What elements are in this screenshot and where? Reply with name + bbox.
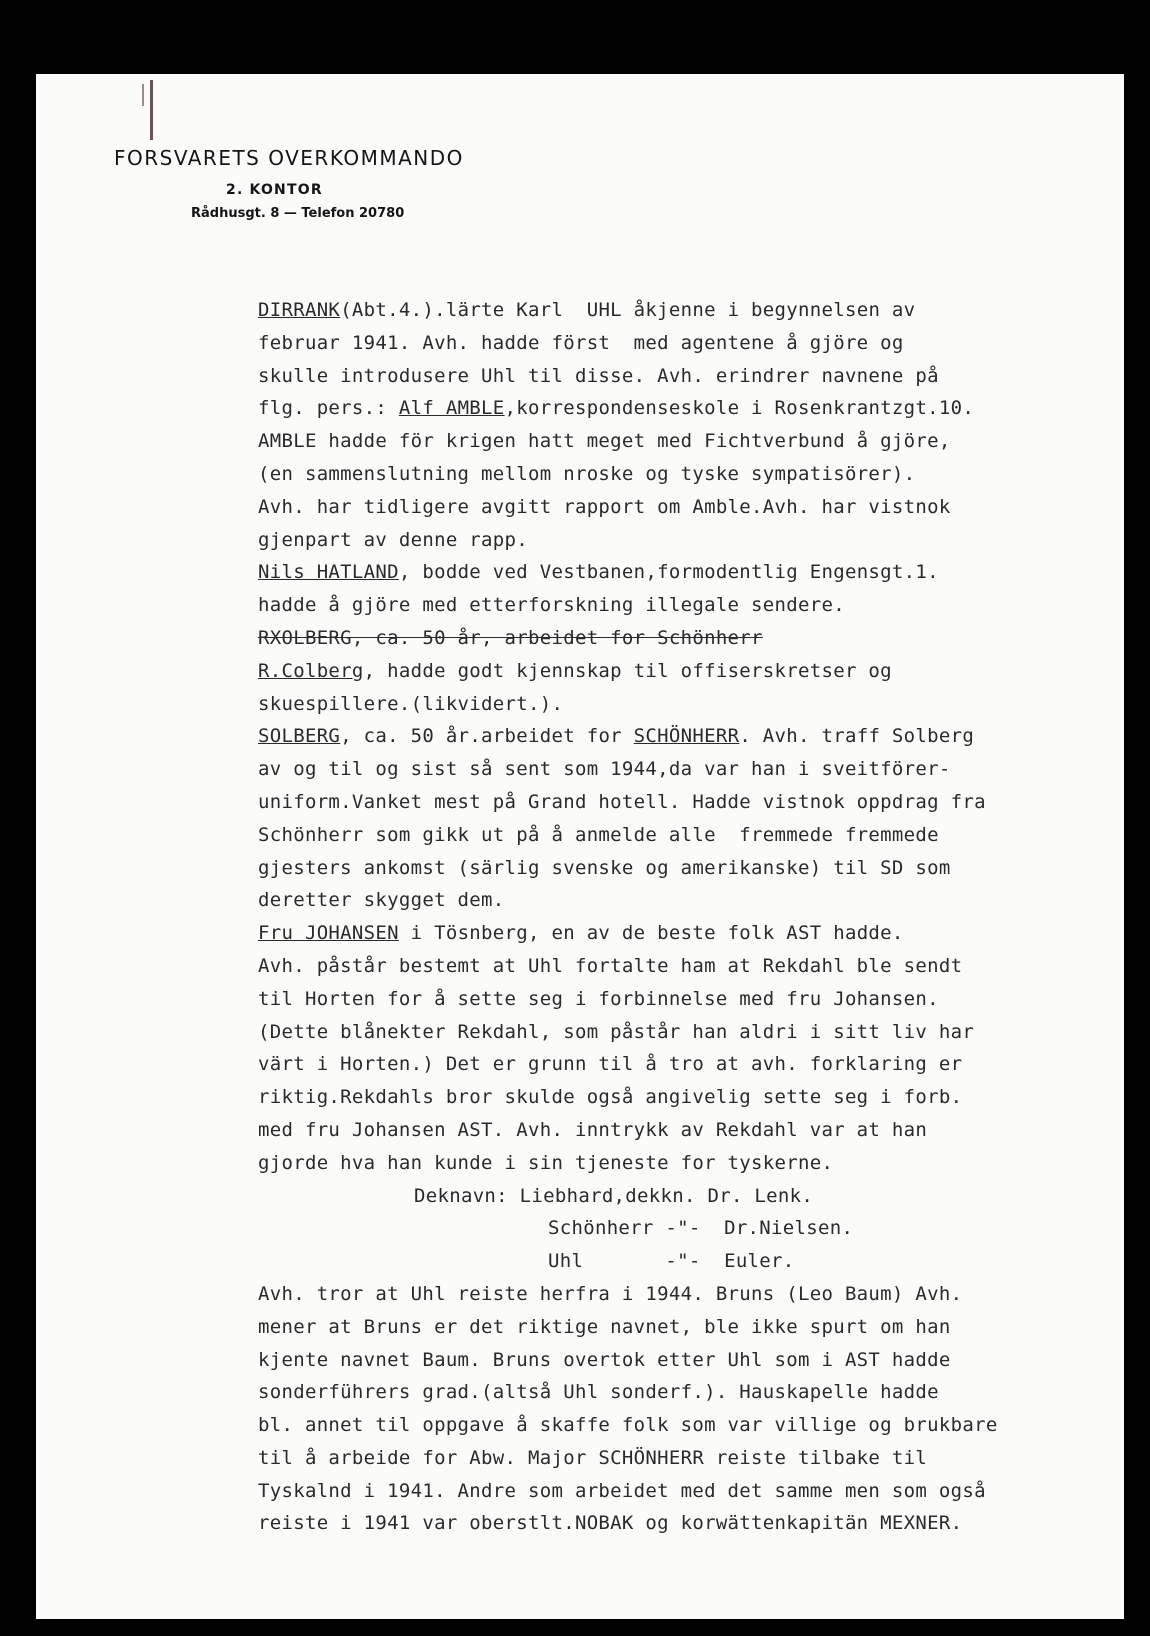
text-line: Avh. påstår bestemt at Uhl fortalte ham at Rekdahl ble sendt (258, 954, 963, 977)
text-line: Tyskalnd i 1941. Andre som arbeidet med det samme men som også (258, 1479, 986, 1502)
text-line: uniform.Vanket mest på Grand hotell. Hadde vistnok oppdrag fra (258, 790, 986, 813)
text-line (258, 556, 1098, 589)
text-line: gjenpart av denne rapp. (258, 528, 528, 551)
text-line: Schönherr som gikk ut på å anmelde alle fremmede fremmede (258, 823, 939, 846)
letterhead (114, 146, 464, 221)
text-line: februar 1941. Avh. hadde först med agentene å gjöre og (258, 331, 904, 354)
text-line (258, 655, 1098, 688)
text-line: riktig.Rekdahls bror skulde også angivelig sette seg i forb. (258, 1086, 963, 1109)
underlined-name: SOLBERG (258, 725, 341, 748)
line-text: , hadde godt kjennskap til offiserskretser og (363, 659, 892, 682)
text-line (258, 294, 1098, 327)
text-line: Avh. tror at Uhl reiste herfra i 1944. Bruns (Leo Baum) Avh. (258, 1282, 963, 1305)
line-text: , ca. 50 år.arbeidet for (340, 725, 634, 748)
text-line: AMBLE hadde för krigen hatt meget med Fichtverbund å gjöre, (258, 430, 951, 453)
text-line: skuespillere.(likvidert.). (258, 692, 564, 715)
line-text: (Abt.4.).lärte Karl UHL åkjenne i begynnelsen av (340, 299, 916, 321)
binder-mark (142, 84, 144, 106)
organization-name: FORSVARETS OVERKOMMANDO (114, 146, 464, 170)
line-text: . Avh. traff Solberg (739, 725, 975, 748)
text-line: med fru Johansen AST. Avh. inntrykk av Rekdahl var at han (258, 1118, 928, 1141)
text-line (258, 392, 1098, 425)
cover-name-line: Schönherr -"- Dr.Nielsen. (548, 1217, 854, 1240)
underlined-name: Nils HATLAND (258, 561, 399, 584)
text-line: deretter skygget dem. (258, 889, 505, 912)
underlined-name: DIRRANK (258, 299, 341, 321)
office-address: Rådhusgt. 8 — Telefon 20780 (191, 206, 405, 221)
underlined-name: Alf AMBLE (398, 397, 505, 420)
binder-mark (150, 80, 153, 140)
underlined-name: R.Colberg (258, 659, 364, 682)
typed-body (258, 294, 1098, 1540)
line-text: , bodde ved Vestbanen,formodentlig Engensgt.1. (398, 561, 939, 584)
text-line (258, 917, 1098, 950)
document-page (36, 74, 1124, 1619)
line-text: flg. pers.: (258, 397, 399, 420)
cover-name-line: Deknavn: Liebhard,dekkn. Dr. Lenk. (414, 1184, 814, 1207)
underlined-name: SCHÖNHERR (633, 725, 740, 748)
underlined-name: Fru JOHANSEN (258, 922, 399, 945)
text-line: bl. annet til oppgave å skaffe folk som var villige og brukbare (258, 1414, 998, 1437)
office-name: 2. KONTOR (226, 182, 323, 198)
text-line: av og til og sist så sent som 1944,da var han i sveitförer- (258, 758, 951, 781)
text-line: värt i Horten.) Det er grunn til å tro at avh. forklaring er (258, 1053, 963, 1076)
text-line: skulle introdusere Uhl til disse. Avh. erindrer navnene på (258, 364, 939, 387)
text-line (258, 720, 1098, 753)
text-line: til å arbeide for Abw. Major SCHÖNHERR reiste tilbake til (258, 1446, 928, 1469)
text-line: kjente navnet Baum. Bruns overtok etter Uhl som i AST hadde (258, 1348, 951, 1371)
text-line: gjorde hva han kunde i sin tjeneste for tyskerne. (258, 1151, 834, 1174)
line-text: ,korrespondenseskole i Rosenkrantzgt.10. (504, 397, 975, 420)
text-line: hadde å gjöre med etterforskning illegale sendere. (258, 594, 845, 617)
line-text: i Tösnberg, en av de beste folk AST hadde. (398, 922, 904, 945)
text-line: reiste i 1941 var oberstlt.NOBAK og korwättenkapitän MEXNER. (258, 1512, 963, 1535)
struck-out-line: RXOLBERG, ca. 50 år, arbeidet for Schönherr (258, 626, 763, 649)
text-line: Avh. har tidligere avgitt rapport om Amble.Avh. har vistnok (258, 495, 951, 518)
text-line: gjesters ankomst (särlig svenske og amerikanske) til SD som (258, 856, 951, 879)
text-line: til Horten for å sette seg i forbinnelse med fru Johansen. (258, 987, 939, 1010)
text-line: sonderführers grad.(altså Uhl sonderf.). Hauskapelle hadde (258, 1381, 939, 1404)
cover-name-line: Uhl -"- Euler. (548, 1250, 795, 1273)
text-line: mener at Bruns er det riktige navnet, ble ikke spurt om han (258, 1315, 951, 1338)
text-line: (en sammenslutning mellom nroske og tyske sympatisörer). (258, 462, 916, 485)
text-line: (Dette blånekter Rekdahl, som påstår han aldri i sitt liv har (258, 1020, 975, 1043)
